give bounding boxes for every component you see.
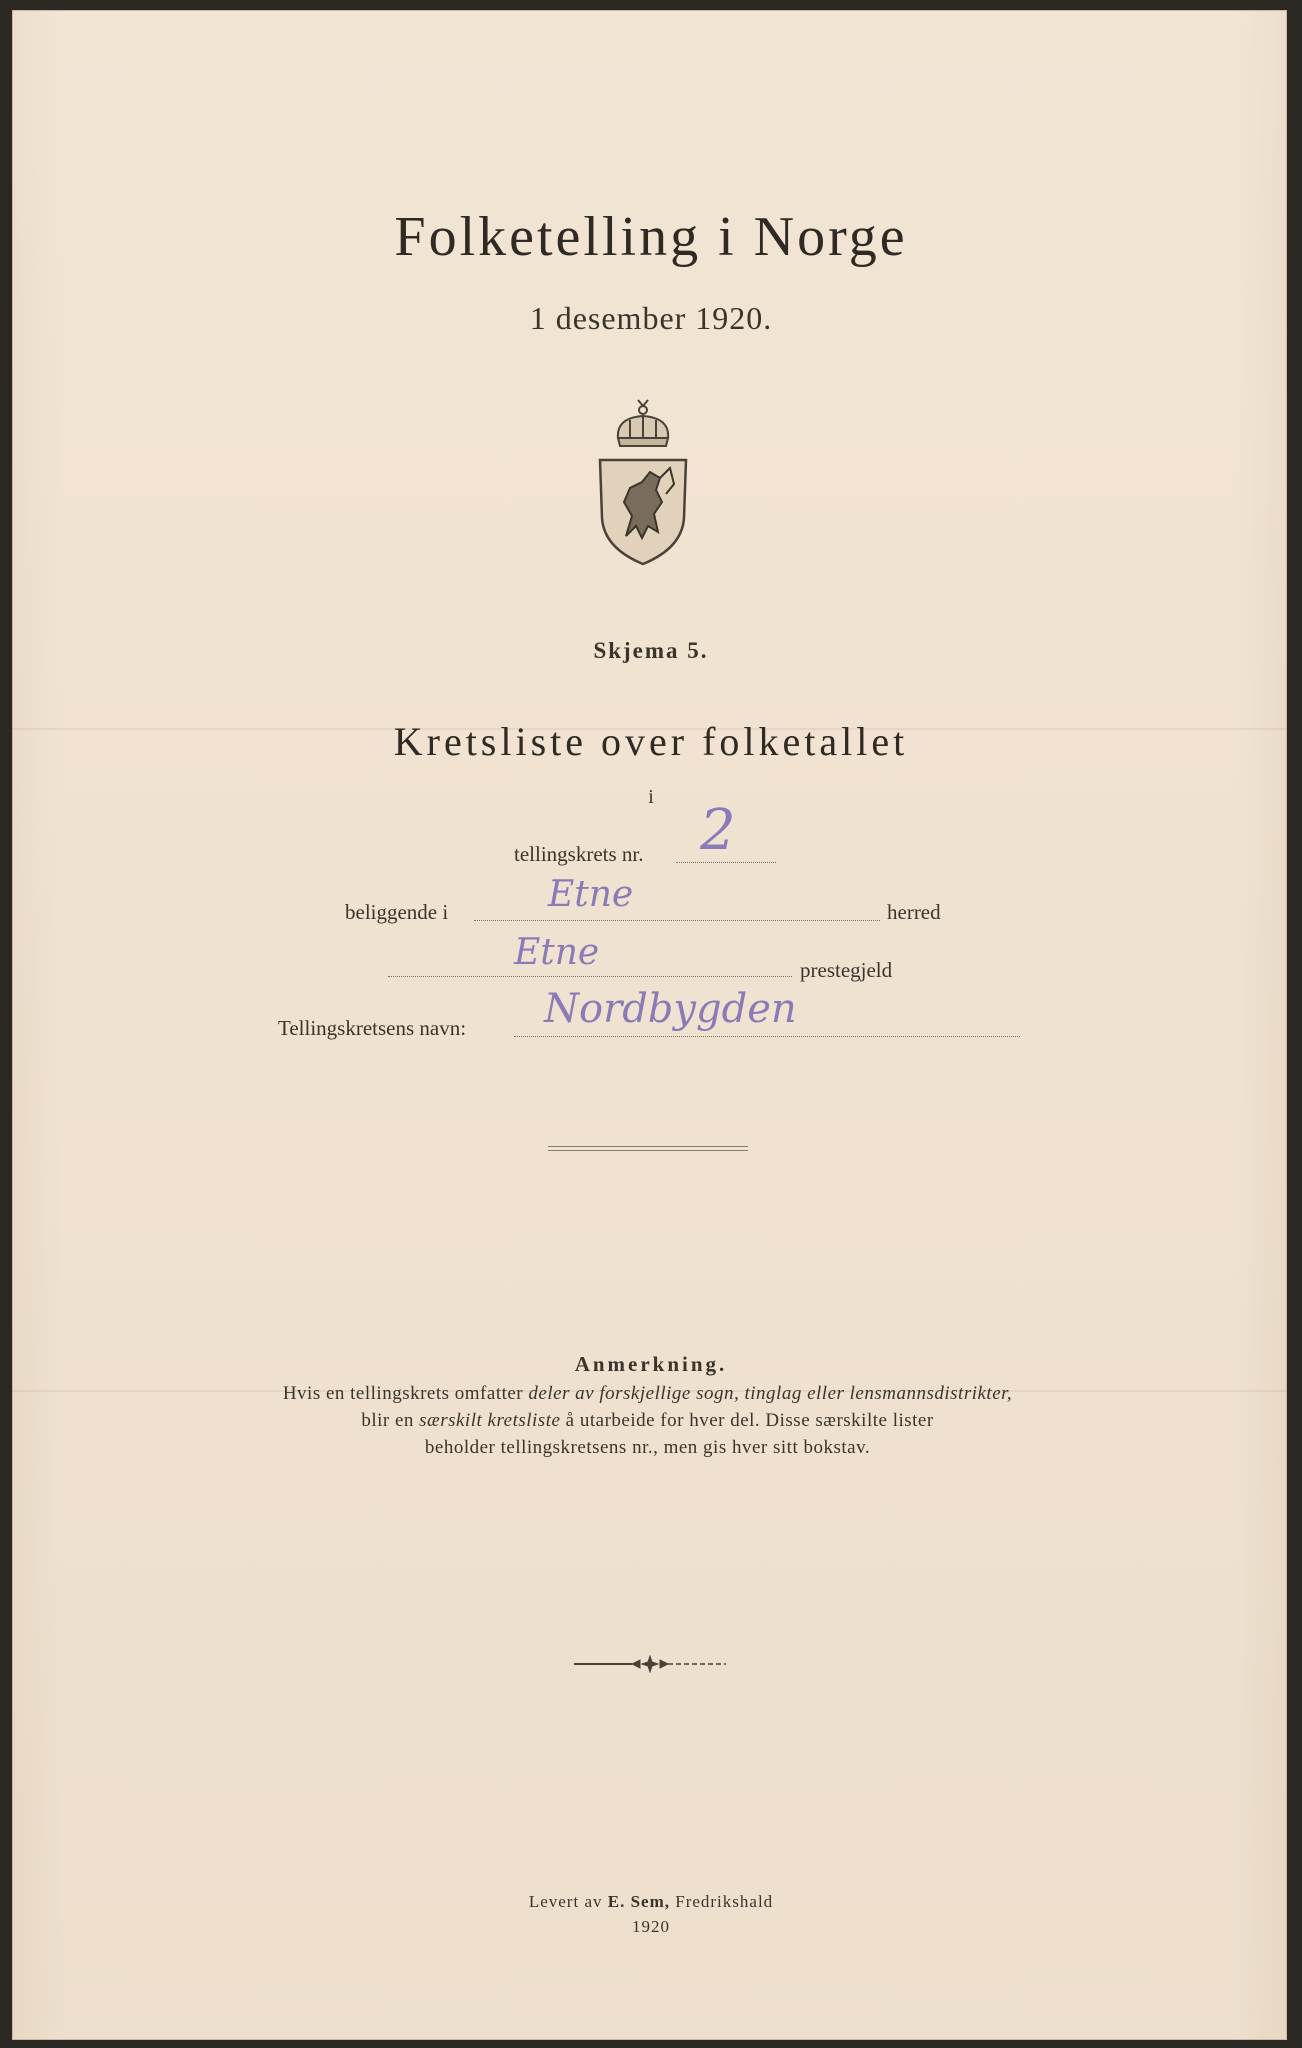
note-title: Anmerkning. (574, 1352, 728, 1376)
printer-year: 1920 (632, 1917, 670, 1936)
tellingskrets-label: tellingskrets nr. (514, 842, 644, 866)
beliggende-label: beliggende i (345, 900, 449, 924)
printer-credit: Levert av E. Sem, Fredrikshald (528, 1892, 774, 1911)
herred-label: herred (887, 900, 941, 924)
herred-line[interactable] (474, 920, 880, 921)
note-line-1: Hvis en tellingskrets omfatter deler av forskjellige sogn, tinglag eller lensmannsdistrikter, (282, 1383, 1013, 1404)
prestegjeld-line[interactable] (388, 976, 792, 977)
census-date: 1 desember 1920. (529, 300, 773, 336)
divider (548, 1146, 748, 1147)
form-heading: Kretsliste over folketallet (393, 719, 909, 764)
divider (548, 1150, 748, 1151)
navn-value: Nordbygden (544, 986, 797, 1032)
note-line-2: blir en særskilt kretsliste å utarbeide for hver del. Disse særskilte lister (361, 1410, 934, 1431)
tellingskrets-value: 2 (700, 798, 736, 863)
note-line-3: beholder tellingskretsens nr., men gis hver sitt bokstav. (424, 1437, 871, 1458)
herred-value: Etne (548, 874, 634, 915)
preposition-label: i (648, 786, 654, 808)
navn-label: Tellingskretsens navn: (278, 1016, 467, 1040)
prestegjeld-value: Etne (514, 932, 600, 973)
prestegjeld-label: prestegjeld (800, 958, 893, 982)
coat-of-arms-icon (596, 398, 690, 566)
schema-number: Skjema 5. (593, 638, 709, 663)
document-title: Folketelling i Norge (394, 206, 908, 268)
navn-line[interactable] (514, 1036, 1020, 1037)
ornament-icon (570, 1655, 730, 1673)
